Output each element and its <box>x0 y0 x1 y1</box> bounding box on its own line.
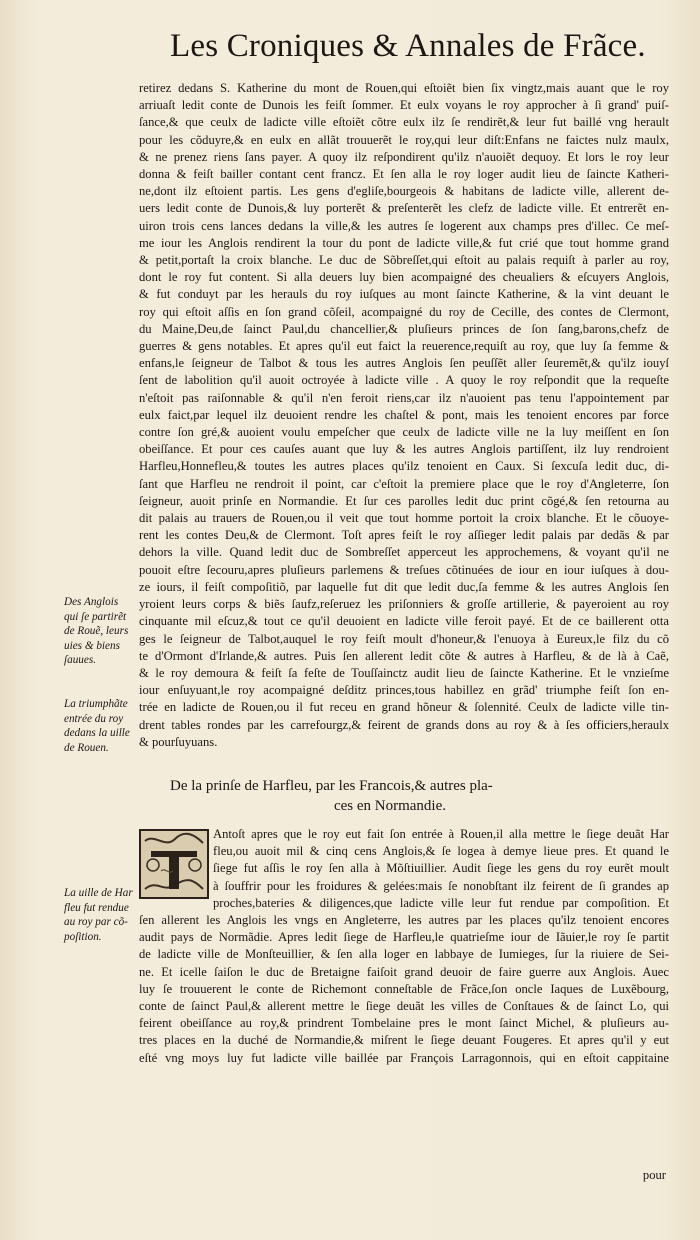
margin-note-line: de Rouẽ, leurs <box>64 625 129 637</box>
margin-note-line: qui ſe partirẽt <box>64 610 127 623</box>
text-line: enfans,le ſeigneur de Talbot & tous les autres Anglois ſen peuſſẽt aller ſeuremẽt,& qu'ilz iouyſ <box>139 356 669 371</box>
text-line: & petit,portaſt la croix blanche. Le duc de Sõbreſſet,qui eſtoit au palais requiſt à parler au roy, <box>139 253 669 268</box>
margin-note-line: fleu fut rendue <box>64 901 129 914</box>
text-line: pour les cõduyre,& en eulx en allãt trouuerẽt le roy,qui leur diſt:Enfans ne faictes nulz maulx, <box>139 132 669 147</box>
text-line: du Maine,Deu,de ſainct Paul,du chancellier,& pluſieurs princes de ſon ſang,barons,chefz de <box>139 321 669 336</box>
text-line: fleu,ou auoit mil & cinq cens Anglois,& ſe logea à demye lieue pres. Et quand le <box>213 844 669 859</box>
catchword: pour <box>642 1168 666 1182</box>
text-line: n'eſtoit pas raiſonnable & qu'il n'en feroit riens,car ilz n'auoient pas tenu l'appointement par <box>139 390 669 405</box>
text-line: audit pays de Normãdie. Apres ledit ſiege de Harfleu,le quatrieſme iour de Iãuier,le roy ſe partit <box>139 930 669 945</box>
text-line: ſent de labolition qu'il auoit octroyée à ladicte ville . A quoy le roy reſpondit que la requeſte <box>139 373 669 388</box>
margin-note-line: de Rouen. <box>64 741 109 754</box>
text-line: & fut conduyt par les herauls du roy iuſques au mont ſaincte Katherine, & la vint deuant le <box>139 287 669 302</box>
text-line: ſeigneur, auoit prinſe en Normandie. Et ſur ces parolles ledit duc print cõgé,& ſen retourna au <box>139 493 669 508</box>
text-line: ſant que Harfleu ne rendroit il point, car c'eſtoit la premiere place que le roy d'Angleterre, ſon <box>139 476 669 491</box>
section-heading <box>170 776 640 816</box>
text-line: eulx faict,par lequel ilz deuoient rendre les chaſtel & pont, mais les tenoient encores par force <box>139 407 669 422</box>
text-line: dehors la ville. Quand ledit duc de Sombreſſet apperceut les approchemens, & voyant qu'il ne <box>139 545 669 560</box>
text-line: retirez dedans S. Katherine du mont de Rouen,qui eſtoiẽt bien ſix vingtz,mais auant que le roy <box>139 81 669 95</box>
text-line: à ſouffrir pour les froidures & gelées:mais ſe nonobſtant ilz feirent de ſi grandes ap <box>213 878 669 893</box>
text-line: ſance,& que ceulx de ladicte ville eſtoiẽt cõtre eulx ilz ſe rendirẽt,& leur fut baillé vng herault <box>139 115 669 130</box>
text-line: & ne prenez riens ſans payer. A quoy ilz reſpondirent qu'ilz n'auoiẽt dequoy. Et lors le roy leur <box>139 149 669 164</box>
text-line: uers ledit conte de Dunois,& luy porterẽt & preſenterẽt les clefz de ladicte ville. Et entrerẽt en- <box>139 201 669 216</box>
text-line: ne. Et icelle ſaiſon le duc de Bretaigne faiſoit grand deuoir de faire guerre aux Anglois. Auec <box>139 964 669 979</box>
text-line: dont le roy fut content. Si alla deuers luy bien acompaigné des cheualiers & eſcuyers Anglois, <box>139 270 669 285</box>
text-line: ze iours, il feiſt compoſitiõ, par laquelle fut dit que ledit duc,ſa femme & les autres Anglois ſen <box>139 579 669 594</box>
text-line: me iour les Anglois rendirent la tour du pont de ladicte ville,& fut crié que tout homme grand <box>139 235 669 250</box>
text-line: Antoſt apres que le roy eut fait ſon entrée à Rouen,il alla mettre le ſiege deuãt Har <box>213 827 669 841</box>
margin-note-line: ſauues. <box>64 654 97 666</box>
text-line: tres places en la duché de Normandie,& miſrent le ſiege deuant Fougeres. Et apres qu'il y eut <box>139 1033 669 1048</box>
text-line: cinquante mil eſcuz,& tout ce qu'il deuoient en ladicte ville feroit payé. Et de ce baillerent otta <box>139 614 669 629</box>
text-line: uiron trois cens lances dedans la ville,& les autres ſe logerent aux champs pres d'illec. Ce meſ- <box>139 218 669 233</box>
margin-note-harfleu <box>64 886 144 944</box>
text-line: feirent obeiſſance au roy,& prindrent Tombelaine pres le mont ſainct Michel, & pluſieurs au- <box>139 1016 669 1031</box>
text-line: rent les contes Deu,& de Clermont. Toſt apres feiſt le roy aſſieger ledit palais par dedãs & par <box>139 528 669 543</box>
margin-note-line: La uille de Har <box>64 887 133 899</box>
margin-note-line: La triumphãte <box>64 698 128 710</box>
text-line: iour enſuyuant,le roy acompaigné deſditz princes,tous habillez en grãd' triumphe feiſt ſon en- <box>139 683 669 698</box>
text-line: ges le ſeigneur de Talbot,auquel le roy feiſt moult d'honeur,& l'enuoya à Eureux,le filz du cõ <box>139 631 669 646</box>
text-block-section <box>139 826 669 1067</box>
text-line: eſté vng moys luy fut ladicte ville baillée par François Larragonnois, qui en eſtoit cappitaine <box>139 1050 669 1065</box>
text-line: dit palais au trauers de Rouen,ou il veit que tout homme portoit la croix blanche. Et le cõuoye- <box>139 511 669 526</box>
text-line: de ladicte ville de Monſteuillier, & ſen alla loger en labbaye de Iumieges, ſur la riuiere de Sei- <box>139 947 669 962</box>
heading-line: ces en Normandie. <box>333 798 447 814</box>
text-line: & pourſuyuans. <box>139 734 218 749</box>
text-line: obeiſſance. Et pour ces cauſes auant que luy & les autres Anglois partiſſent, ilz luy rendroient <box>139 442 669 457</box>
margin-note-anglois <box>64 595 144 668</box>
margin-note-line: uies & biens <box>64 639 120 652</box>
margin-note-line: dedans la uille <box>64 727 130 739</box>
text-line: conte de ſainct Paul,& allerent mettre le ſiege deuãt les villes de Conſtaues & de ſainct Lo, qui <box>139 999 669 1014</box>
text-line: yroient leurs corps & biẽs ſaufz,reſeruez les priſonniers & groſſe artillerie, & payeroient au roy <box>139 597 669 612</box>
text-line: Harfleu,Honnefleu,& toutes les autres places qu'ilz tenoient en Caux. Si ſexcuſa ledit duc, di- <box>139 459 669 474</box>
text-line: arriuaſt ledit conte de Dunois les feiſt ſommer. Et eulx voyans le roy approcher à ſi grand' puiſ- <box>139 98 669 113</box>
margin-note-line: Des Anglois <box>64 596 119 608</box>
text-line: roy qui eſtoit aſſis en ſon grand cõſeil, acompaigné du roy de Cecille, des contes de Clermont, <box>139 304 669 319</box>
text-line: guerres & gens notables. Et apres qu'il eut faict la reuerence,requiſt au roy, que luy ſa femme & <box>139 339 669 354</box>
text-line: luy ſe trouuerent le conte de Richemont conneſtable de Frãce,ſon oncle Iaques de Luxẽbourg, <box>139 981 669 996</box>
text-line: ſiege fut aſſis le roy ſen alla à Mõſtiuillier. Audit ſiege les gens du roy eurẽt moult <box>213 861 669 876</box>
text-line: proches,bateries & diligences,que ladicte ville leur fut rendue par compoſition. Et <box>213 895 669 910</box>
heading-line: De la prinſe de Harfleu, par les Francois,& autres pla- <box>170 778 493 794</box>
text-line: donna & feiſt bailler contant cent francz. Et ſen alla le roy loger audit lieu de ſaincte Katheri- <box>139 167 669 182</box>
text-line: & le roy demoura & feiſt ſa feſte de Touſſainctz audit lieu de ſaincte Katherine. Et le vnzieſme <box>139 665 669 680</box>
margin-note-line: au roy par cõ- <box>64 916 128 928</box>
margin-note-line: poſition. <box>64 930 102 943</box>
text-line: contre ſon gré,& auoient voulu empeſcher que ceulx de ladicte ville ne la luy meiſſent en ſon <box>139 425 669 440</box>
margin-note-line: entrée du roy <box>64 712 124 725</box>
text-line: ne,dont ilz eſtoient partis. Les gens d'egliſe,bourgeois & habitans de ladicte ville, allerent de- <box>139 184 669 199</box>
text-line: trée en ladicte de Rouen,ou il fut receu en grand hõneur & ſolennité. Ceulx de ladicte ville tin- <box>139 700 669 715</box>
running-head: Les Croniques & Annales de Frãce. <box>170 28 646 64</box>
text-line: ſen allerent les Anglois les vngs en Angleterre, les autres par les places qu'ilz tenoient encores <box>139 913 669 928</box>
margin-note-triumphante <box>64 697 144 755</box>
text-line: te d'Ormont d'Irlande,& autres. Puis ſen allerent ledit cõte & autres à Harfleu, & de là à Caẽ, <box>139 648 669 663</box>
text-line: pouoit eſtre ſecouru,apres pluſieurs parlemens & treſues cõtinuées de iour en iour iuſques à dou- <box>139 562 669 577</box>
text-line: drent tables rondes par les carrefourgz,& feirent de grands dons au roy & à ſes officiers,heraulx <box>139 717 669 732</box>
text-block-main <box>139 80 669 751</box>
